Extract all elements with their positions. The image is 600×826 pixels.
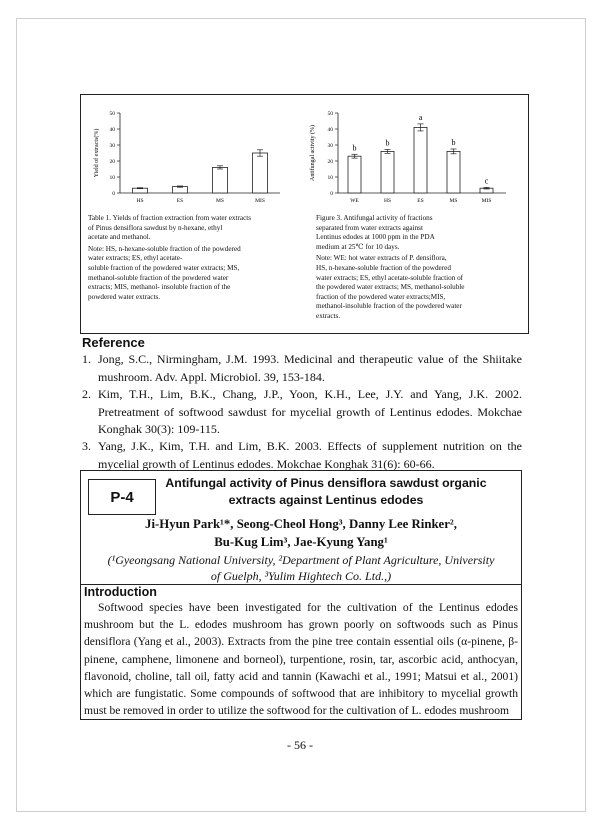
caption-text — [316, 214, 516, 252]
caption-line: Note: HS, n-hexane-soluble fraction of the powdered — [88, 244, 241, 253]
reference-item — [82, 351, 522, 386]
page-number: - 56 - — [287, 738, 313, 752]
authors-line: Ji-Hyun Park¹*, Seong-Cheol Hong³, Danny Lee Rinker², — [145, 517, 457, 531]
poster-label: P-4 — [88, 479, 156, 515]
author-list — [81, 515, 521, 551]
significance-letter: b — [352, 143, 357, 153]
reference-item — [82, 386, 522, 438]
caption-line: soluble fraction of the powdered water extracts; MS, — [88, 263, 240, 272]
y-tick-label: 0 — [330, 191, 333, 197]
reference-item — [82, 438, 522, 473]
antifungal-chart — [306, 103, 512, 218]
caption-line: water extracts; ES, ethyl acetate- — [88, 254, 183, 263]
caption-note — [316, 254, 516, 321]
caption-line: the powdered water extracts; MS, methanol-soluble — [316, 283, 465, 292]
y-tick-label: 50 — [327, 111, 333, 117]
y-tick-label: 40 — [327, 127, 333, 133]
bar — [381, 151, 394, 193]
reference-number: 3. — [82, 439, 91, 454]
caption-line: of Pinus densiflora sawdust by n-hexane, ethyl — [88, 223, 223, 232]
caption-line: water extracts; ES, ethyl acetate-soluble fraction of — [316, 273, 464, 282]
reference-heading: Reference — [82, 335, 145, 350]
caption-line: fraction of the powdered water extracts;MIS, — [316, 292, 446, 301]
x-tick-label: ES — [176, 198, 184, 204]
caption-line: methanol-insoluble fraction of the powdered water — [316, 302, 462, 311]
y-axis-label: Antifungal activity (%) — [310, 125, 316, 181]
y-tick-label: 30 — [327, 143, 333, 149]
y-tick-label: 30 — [109, 143, 115, 149]
y-tick-label: 10 — [327, 175, 333, 181]
introduction-heading: Introduction — [84, 585, 157, 599]
bar — [348, 156, 361, 193]
caption-line: acetate and methanol. — [88, 233, 151, 242]
paper-title: Antifungal activity of Pinus densiflora sawdust organic extracts against Lentinus edodes — [165, 476, 487, 507]
significance-letter: c — [484, 176, 489, 186]
y-tick-label: 50 — [109, 111, 115, 117]
y-tick-label: 10 — [109, 175, 115, 181]
caption-line: medium at 25℃ for 10 days. — [316, 242, 400, 251]
significance-letter: a — [418, 112, 423, 122]
caption-note — [88, 245, 302, 303]
abstract-header-box — [80, 470, 522, 585]
x-tick-label: MIS — [481, 198, 492, 204]
caption-line: methanol-soluble fraction of the powdered water — [88, 273, 229, 282]
yield-chart — [90, 103, 290, 218]
caption-line: extracts. — [316, 311, 341, 320]
bar — [414, 127, 427, 193]
introduction-box — [80, 582, 522, 720]
reference-text: Kim, T.H., Lim, B.K., Chang, J.P., Yoon, K.H., Lee, J.Y. and Yang, J.K. 2002. Pretreatment of softwood sawdust for mycelial growth of Lentinus edodes. Mokchae Konghak 30(3): 109-115. — [98, 387, 522, 437]
reference-number: 2. — [82, 387, 91, 402]
significance-letter: b — [385, 138, 390, 148]
affiliations — [81, 552, 521, 584]
caption-line: Note: WE: hot water extracts of P. densiflora, — [316, 254, 447, 263]
bar — [213, 167, 228, 193]
x-tick-label: MS — [216, 198, 224, 204]
caption-line: separated from water extracts against — [316, 223, 423, 232]
x-tick-label: WE — [350, 198, 359, 204]
bar — [253, 153, 268, 193]
reference-number: 1. — [82, 352, 91, 367]
x-tick-label: HS — [383, 198, 392, 204]
reference-text: Jong, S.C., Nirmingham, J.M. 1993. Medicinal and therapeutic value of the Shiitake mushroom. Adv. Appl. Microbiol. 39, 153-184. — [98, 352, 522, 384]
figure-right-caption — [316, 214, 516, 322]
x-tick-label: MS — [449, 198, 458, 204]
affiliation-line: (¹Gyeongsang National University, ²Department of Plant Agriculture, University — [107, 553, 495, 567]
significance-letter: b — [451, 138, 456, 147]
y-tick-label: 20 — [109, 159, 115, 165]
x-tick-label: ES — [417, 198, 424, 204]
caption-line: Figure 3. Antifungal activity of fractions — [316, 214, 433, 222]
reference-section — [82, 334, 522, 473]
figure-left-caption — [88, 214, 302, 302]
x-tick-label: MIS — [255, 198, 265, 204]
x-tick-label: HS — [136, 198, 144, 204]
affiliation-line: of Guelph, ³Yulim Hightech Co. Ltd.,) — [210, 569, 392, 583]
caption-line: Lentinus edodes at 1000 ppm in the PDA — [316, 233, 435, 242]
reference-text: Yang, J.K., Kim, T.H. and Lim, B.K. 2003. Effects of supplement nutrition on the mycelial growth of Lentinus edodes. Mokchae Konghak 31(6): 60-66. — [98, 439, 522, 471]
y-tick-label: 40 — [109, 127, 115, 133]
caption-line: extracts; MIS, methanol- insoluble fraction of the — [88, 283, 231, 292]
reference-list — [82, 351, 522, 473]
caption-line: Table 1. Yields of fraction extraction from water extracts — [88, 214, 252, 222]
authors-line: Bu-Kug Lim³, Jae-Kyung Yang¹ — [214, 535, 388, 549]
introduction-text: Softwood species have been investigated for the cultivation of the Lentinus edodes mushroom but the L. edodes mushroom has grown poorly on softwoods such as Pinus densiflora (Yang et al., 2003). Extracts from the pine tree contain essential oils (α-pinene, β-pinene, camphene, limonene and borneol), turpentione, rosin, tar, ascorbic acid, anthocyan, flavonoid, choline, tall oil, fatty acid and tannin (Kawachi et al., 1991; Matsui et al., 2001) which are fungistatic. Some compounds of softwood that are inhibitory to mycelial growth must be removed in order to utilize the softwood for the cultivation of L. edodes mushroom — [84, 601, 518, 718]
y-axis-label: Yield of extracts(%) — [94, 128, 100, 178]
bar — [447, 151, 460, 193]
caption-line: powdered water extracts. — [88, 292, 161, 301]
caption-line: HS, n-hexane-soluble fraction of the powdered — [316, 263, 451, 272]
y-tick-label: 0 — [112, 191, 115, 197]
caption-text — [88, 214, 302, 243]
y-tick-label: 20 — [327, 159, 333, 165]
